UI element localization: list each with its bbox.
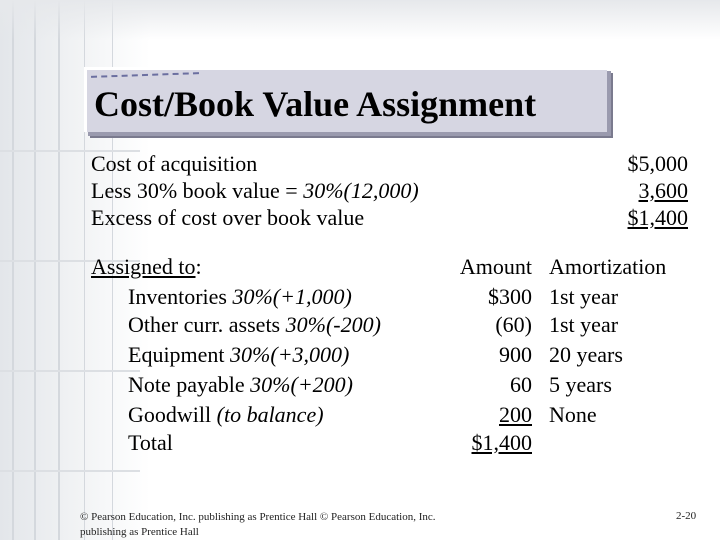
summary-value-1: $5,000: [627, 151, 688, 176]
table-row-amount: 60: [510, 372, 532, 397]
table-row-label: Note payable 30%(+200): [128, 372, 353, 397]
table-row-amount: 200: [499, 402, 532, 427]
assigned-to-heading: Assigned to:: [91, 254, 202, 279]
table-row-amount: $300: [488, 284, 532, 309]
table-row-label: Inventories 30%(+1,000): [128, 284, 352, 309]
table-row-amount: 900: [499, 342, 532, 367]
page-number: 2-20: [676, 510, 697, 522]
summary-value-2: 3,600: [638, 178, 688, 203]
table-row-label: Goodwill (to balance): [128, 402, 324, 427]
table-row-amortization: 1st year: [549, 312, 619, 337]
summary-label-3: Excess of cost over book value: [91, 205, 365, 230]
background-top-band: [0, 0, 720, 40]
summary-label-2: Less 30% book value = 30%(12,000): [91, 178, 419, 203]
summary-label-1: Cost of acquisition: [91, 151, 258, 176]
summary-value-3: $1,400: [627, 205, 688, 230]
table-row-label: Total: [128, 430, 173, 455]
title-box: [84, 67, 607, 132]
amount-column-header: Amount: [459, 254, 532, 279]
table-row-amortization: None: [549, 402, 597, 427]
slide-title: Cost/Book Value Assignment: [94, 84, 537, 124]
amortization-column-header: Amortization: [549, 254, 667, 279]
table-row-amortization: 20 years: [549, 342, 623, 367]
decorative-dash: [91, 72, 199, 78]
footer-copyright: © Pearson Education, Inc. publishing as Prentice Hall © Pearson Education, Inc. publishing as Prentice Hall: [80, 511, 436, 538]
table-row-label: Equipment 30%(+3,000): [128, 342, 350, 367]
table-row-amount: (60): [495, 312, 532, 337]
table-row-amortization: 1st year: [549, 284, 619, 309]
table-row-label: Other curr. assets 30%(-200): [128, 312, 381, 337]
table-row-amortization: 5 years: [549, 372, 612, 397]
table-row-amount: $1,400: [471, 430, 532, 455]
